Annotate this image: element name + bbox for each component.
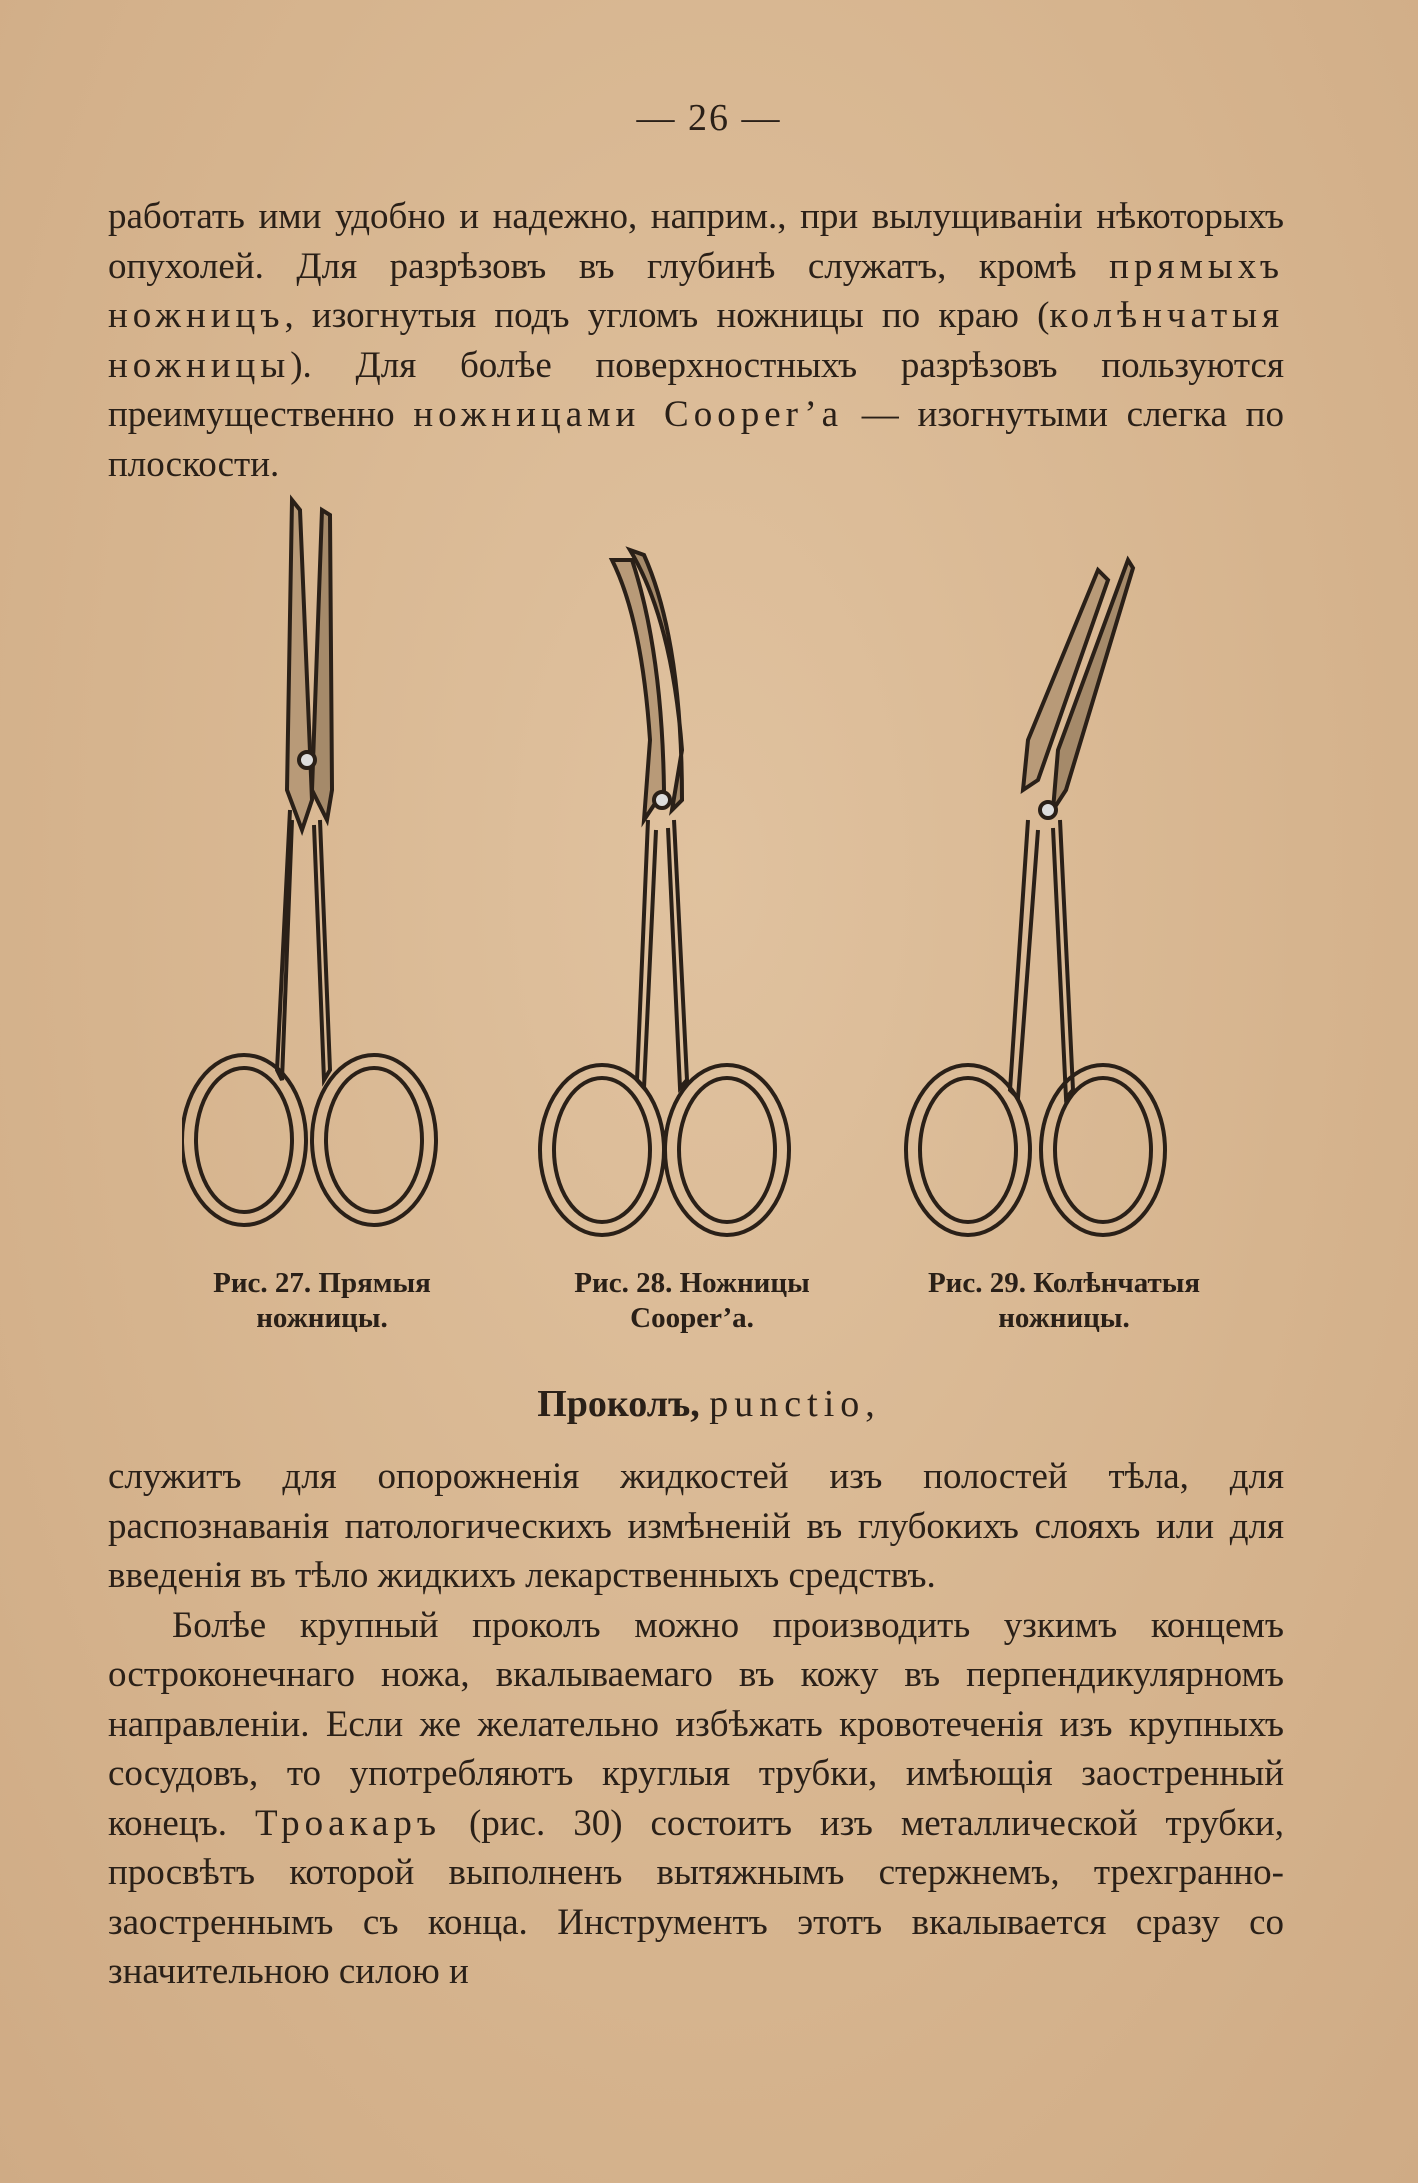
spaced-term: Троакаръ: [254, 1802, 442, 1844]
body-text: [108, 1452, 1284, 1997]
heading-latin: punctio,: [709, 1383, 881, 1425]
caption-line: Рис. 27. Прямыя: [213, 1267, 431, 1299]
figures-row: [160, 490, 1280, 1250]
section-heading: [0, 1382, 1418, 1426]
spaced-term: колѣнчатыя ножницы: [108, 295, 1284, 386]
caption-line: Рис. 29. Колѣнчатыя: [927, 1267, 1201, 1299]
text-run: ). Для болѣе поверхностныхъ разрѣзовъ пользуются преимущественно: [108, 344, 1284, 435]
caption-line: Рис. 28. Ножницы: [574, 1267, 810, 1299]
body-paragraph-1: служитъ для опорожненія жидкостей изъ полостей тѣла, для распознаванія патологическихъ измѣненій въ глубокихъ слояхъ или для введенія въ тѣло жидкихъ лекарственныхъ средствъ.: [108, 1456, 1284, 1596]
body-paragraph-2: [108, 1601, 1284, 1997]
text-run: Болѣе крупный проколъ можно производить узкимъ концемъ остроконечнаго ножа, вкалываемаго въ кожу въ перпендикулярномъ направленіи. Если же желательно избѣжать кровотеченія изъ крупныхъ сосудовъ, то употребляютъ круглыя трубки, имѣющія заостренный конецъ.: [108, 1604, 1284, 1844]
top-paragraph: [108, 192, 1284, 489]
text-run: , изогнутыя подъ угломъ ножницы по краю (: [284, 295, 1050, 336]
text-run: (рис. 30) состоитъ изъ металлической трубки, просвѣтъ которой выполненъ вытяжнымъ стержнемъ, трехгранно-заостреннымъ съ конца. Инструментъ этотъ вкалывается сразу со значительною силою и: [108, 1802, 1284, 1992]
caption-line: ножницы.: [256, 1302, 388, 1334]
straight-scissors-icon: [182, 490, 452, 1240]
figure-caption-29: [894, 1266, 1234, 1336]
text-run: — изогнутыми слегка по плоскости.: [108, 394, 1284, 485]
page-number: — 26 —: [636, 97, 782, 139]
caption-line: ножницы.: [998, 1302, 1130, 1334]
cooper-scissors-icon: [532, 490, 802, 1240]
angled-scissors-icon: [888, 490, 1178, 1240]
caption-line: Cooper’a.: [630, 1302, 754, 1334]
spaced-term: прямыхъ ножницъ: [108, 245, 1284, 336]
figure-caption-27: [152, 1266, 492, 1336]
text-run: работать ими удобно и надежно, наприм., при вылущиваніи нѣкоторыхъ опухолей. Для разрѣзовъ въ глубинѣ служатъ, кромѣ: [108, 196, 1284, 287]
spaced-term: ножницами Cooper’a: [413, 394, 844, 435]
figure-caption-28: [522, 1266, 862, 1336]
heading-title: Проколъ,: [537, 1383, 700, 1425]
